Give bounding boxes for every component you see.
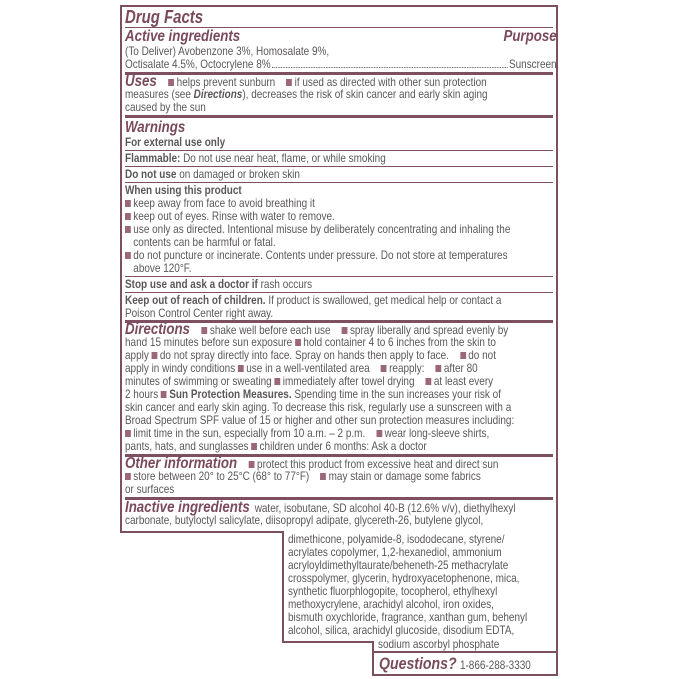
bullet-icon	[376, 430, 382, 437]
bullet-icon	[251, 443, 257, 450]
bullet-icon	[249, 461, 255, 468]
external-use: For external use only	[125, 135, 226, 149]
bullet-icon	[125, 473, 131, 480]
border-step	[282, 641, 374, 643]
uses-text: helps prevent sunburn if used as directed with other sun protection	[168, 75, 486, 89]
inactive-line: acryloyldimethyltaurate/beheneth-25 methacrylate	[288, 558, 509, 572]
uses-heading: Uses	[125, 73, 157, 90]
page-title: Drug Facts	[125, 7, 204, 27]
questions-line	[379, 655, 553, 672]
directions-line: skin cancer and early skin aging. To decrease this risk, regularly use a sunscreen with a	[125, 400, 512, 414]
inactive-line: alcohol, silica, arachidyl glucoside, disodium EDTA,	[288, 623, 515, 637]
bullet-icon	[125, 226, 131, 233]
directions-line: 2 hours Sun Protection Measures. Spending time in the sun increases your risk of	[125, 387, 501, 401]
other-text: protect this product from excessive heat and direct sun	[249, 457, 499, 471]
other-information-heading: Other information	[125, 455, 238, 472]
do-not-use-text: on damaged or broken skin	[176, 167, 300, 181]
directions-line: minutes of swimming or sweating immediately after towel drying at least every	[125, 374, 494, 388]
keep-out-row	[125, 293, 553, 320]
warnings-section	[125, 118, 553, 323]
keep-out-label: Keep out of reach of children.	[125, 293, 266, 307]
purpose-heading: Purpose	[503, 28, 557, 45]
directions-line: hand 15 minutes before sun exposure hold container 4 to 6 inches from the skin to	[125, 335, 496, 349]
inactive-lower-lines	[288, 533, 613, 637]
warning-bullet: do not puncture or incinerate. Contents under pressure. Do not store at temperatures	[125, 249, 557, 262]
warning-bullet: contents can be harmful or fatal.	[125, 235, 276, 249]
flammable-line	[125, 152, 557, 165]
bullet-icon	[125, 200, 131, 207]
directions-line: Broad Spectrum SPF value of 15 or higher and other sun protection measures including:	[125, 413, 515, 427]
border-step	[120, 531, 284, 533]
bullet-icon	[152, 352, 158, 359]
warning-bullet: keep away from face to avoid breathing it	[125, 197, 557, 210]
other-line: store between 20° to 25°C (68° to 77°F) may stain or damage some fabrics	[125, 470, 557, 483]
purpose-value: Sunscreen	[508, 57, 557, 71]
bullet-icon	[125, 213, 131, 220]
inactive-line: carbonate, butyloctyl salicylate, diisopropyl adipate, glycereth-26, butylene glycol,	[125, 513, 484, 527]
flammable-row	[125, 151, 553, 167]
inactive-line: sodium ascorbyl phosphate	[378, 637, 500, 651]
bullet-icon	[342, 327, 348, 334]
inactive-line: methoxycrylene, arachidyl alcohol, iron oxides,	[288, 597, 494, 611]
active-ingredients-heading: Active ingredients	[125, 28, 241, 45]
bullet-icon	[125, 430, 131, 437]
inactive-line: dimethicone, polyamide-8, isododecane, styrene/	[288, 532, 505, 546]
bullet-icon	[125, 252, 131, 259]
flammable-text: Do not use near heat, flame, or while smoking	[180, 151, 386, 165]
warnings-header	[125, 118, 553, 151]
bullet-icon	[436, 365, 442, 372]
questions-phone[interactable]: 1-866-288-3330	[459, 658, 531, 672]
dot-leader	[272, 58, 507, 68]
bullet-icon	[238, 365, 244, 372]
active-line	[125, 58, 557, 71]
warning-bullet: use only as directed. Intentional misuse by deliberately concentrating and inhaling the	[125, 223, 557, 236]
do-not-use-label: Do not use	[125, 167, 177, 181]
warnings-heading: Warnings	[125, 119, 186, 136]
bullet-icon	[202, 327, 208, 334]
bullet-icon	[161, 391, 167, 398]
uses-line: measures (see Directions), decreases the risk of skin cancer and early skin aging	[125, 87, 488, 101]
keep-out-text: If product is swallowed, get medical help or contact a	[265, 293, 502, 307]
do-not-use-row	[125, 167, 553, 183]
directions-line: pants, hats, and sunglasses children under 6 months: Ask a doctor	[125, 439, 427, 453]
uses-line: caused by the sun	[125, 100, 206, 114]
drug-facts-panel	[120, 5, 558, 533]
title-section	[125, 7, 553, 28]
bullet-icon	[460, 352, 466, 359]
inactive-ingredients-heading: Inactive ingredients	[125, 499, 250, 516]
warning-bullet: keep out of eyes. Rinse with water to remove.	[125, 210, 557, 223]
inactive-line: synthetic fluorphlogopite, tocopherol, ethylhexyl	[288, 584, 498, 598]
directions-line: limit time in the sun, especially from 10 a.m. – 2 p.m. wear long-sleeve shirts,	[125, 427, 557, 440]
uses-section	[125, 75, 553, 118]
directions-section	[125, 323, 553, 457]
stop-use-label: Stop use and ask a doctor if	[125, 277, 258, 291]
flammable-label: Flammable:	[125, 151, 181, 165]
directions-heading: Directions	[125, 321, 190, 338]
stop-use-line	[125, 278, 557, 291]
bullet-icon	[286, 79, 292, 86]
inactive-text: water, isobutane, SD alcohol 40-B (12.6% v/v), diethylhexyl	[254, 501, 516, 515]
other-line: or surfaces	[125, 482, 175, 496]
inactive-ingredients-section	[125, 500, 553, 527]
bullet-icon	[168, 79, 174, 86]
questions-box	[372, 651, 558, 676]
inactive-line: acrylates copolymer, 1,2-hexanediol, ammonium	[288, 545, 502, 559]
stop-use-row	[125, 277, 553, 293]
bullet-icon	[320, 473, 326, 480]
bullet-icon	[274, 378, 280, 385]
inactive-line: bismuth oxychloride, fragrance, xanthan gum, behenyl	[288, 610, 528, 624]
directions-line: apply in windy conditions use in a well-ventilated area reapply: after 80	[125, 361, 478, 375]
bold-text: Sun Protection Measures.	[169, 387, 292, 401]
stop-use-text: rash occurs	[257, 277, 313, 291]
when-using-heading: When using this product	[125, 183, 242, 197]
questions-heading: Questions?	[379, 654, 457, 673]
directions-text: shake well before each use spray liberally and spread evenly by	[202, 323, 509, 337]
active-heading-row	[125, 28, 557, 45]
warning-bullet: above 120°F.	[125, 261, 192, 275]
keep-out-line: Poison Control Center right away.	[125, 306, 274, 320]
inactive-line: crosspolymer, glycerin, hydroxyacetophenone, mica,	[288, 571, 520, 585]
emphasis-text: Directions	[193, 87, 243, 101]
when-using-block	[125, 183, 553, 277]
bullet-icon	[426, 378, 432, 385]
directions-line: apply do not spray directly into face. Spray on hands then apply to face. do not	[125, 348, 496, 362]
other-information-section	[125, 457, 553, 500]
active-line: (To Deliver) Avobenzone 3%, Homosalate 9%,	[125, 44, 330, 58]
bullet-icon	[295, 339, 301, 346]
do-not-use-line	[125, 168, 557, 181]
active-ingredients-section	[125, 28, 557, 75]
active-ingredient-text: Octisalate 4.5%, Octocrylene 8%	[125, 57, 271, 71]
bullet-icon	[381, 365, 387, 372]
